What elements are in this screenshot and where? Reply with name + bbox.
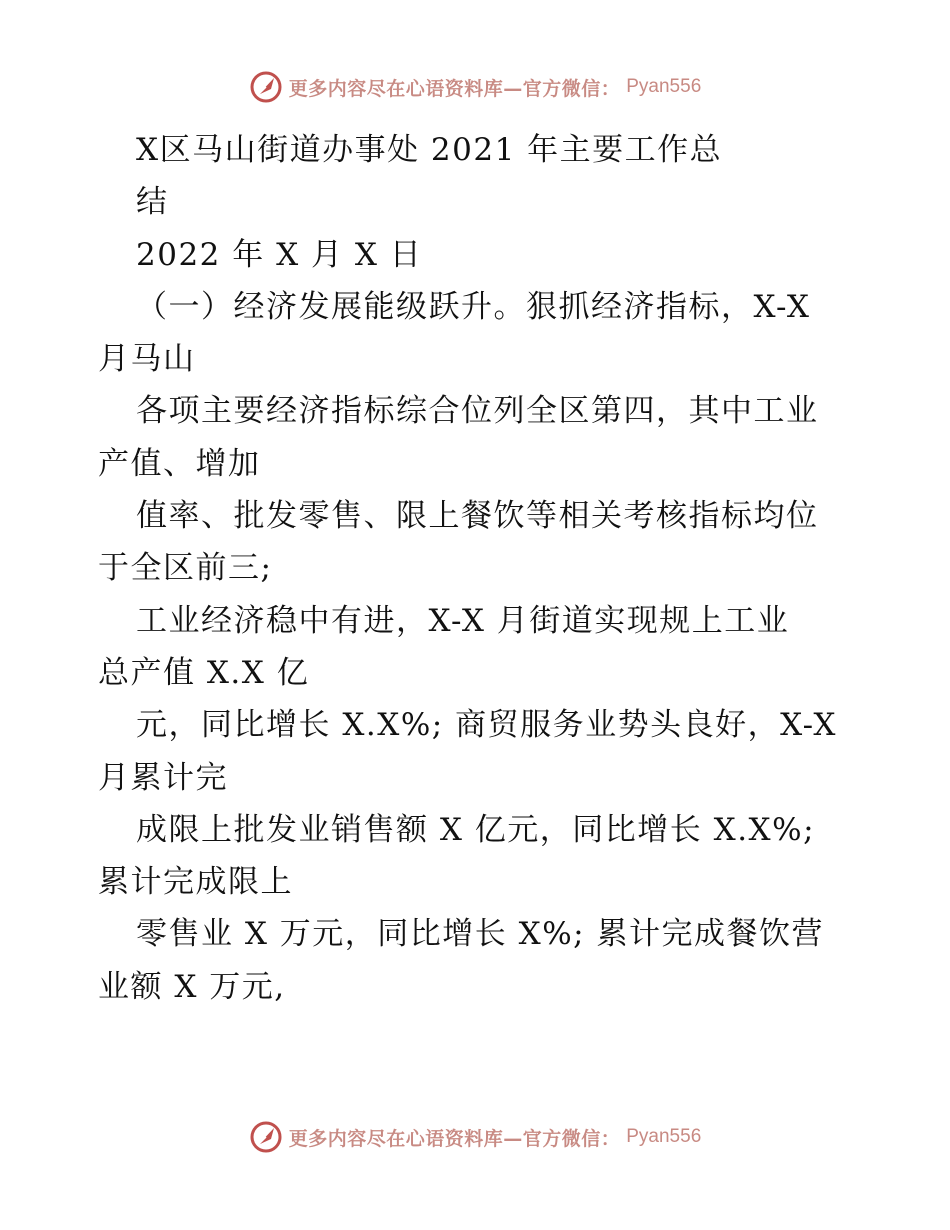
text-line: 总产值 X.X 亿	[98, 654, 310, 691]
watermark-banner-bottom	[0, 1120, 950, 1154]
text-line: 工业经济稳中有进，X-X 月街道实现规上工业	[136, 602, 790, 639]
text-line: 于全区前三;	[98, 550, 273, 587]
text-line: 2022 年 X 月 X 日	[136, 236, 423, 273]
text-line: X区马山街道办事处 2021 年主要工作总	[136, 132, 723, 168]
text-line: 业额 X 万元,	[98, 968, 286, 1005]
text-line: 成限上批发业销售额 X 亿元，同比增长 X.X%;	[136, 811, 816, 848]
text-line: 结	[136, 184, 169, 221]
text-line: 月累计完	[98, 759, 228, 796]
text-line: 零售业 X 万元，同比增长 X%; 累计完成餐饮营	[136, 916, 824, 953]
text-line: 累计完成限上	[98, 864, 293, 901]
text-line: 月马山	[98, 341, 196, 378]
text-line: 产值、增加	[98, 445, 261, 482]
text-line: 各项主要经济指标综合位列全区第四，其中工业	[136, 393, 819, 430]
watermark-text: 更多内容尽在心语资料库—官方微信：	[288, 77, 621, 100]
document-body	[98, 124, 858, 1013]
text-line: （一）经济发展能级跃升。狠抓经济指标，X-X	[136, 288, 811, 325]
quill-logo-icon	[249, 70, 283, 104]
watermark-wechat-id: Pyan556	[626, 1126, 702, 1147]
watermark-wechat-id: Pyan556	[626, 76, 702, 97]
watermark-banner-top	[0, 70, 950, 104]
text-line: 值率、批发零售、限上餐饮等相关考核指标均位	[136, 498, 819, 535]
quill-logo-icon	[249, 1120, 283, 1154]
text-line: 元，同比增长 X.X%; 商贸服务业势头良好，X-X	[136, 707, 838, 744]
watermark-text: 更多内容尽在心语资料库—官方微信：	[288, 1127, 621, 1150]
